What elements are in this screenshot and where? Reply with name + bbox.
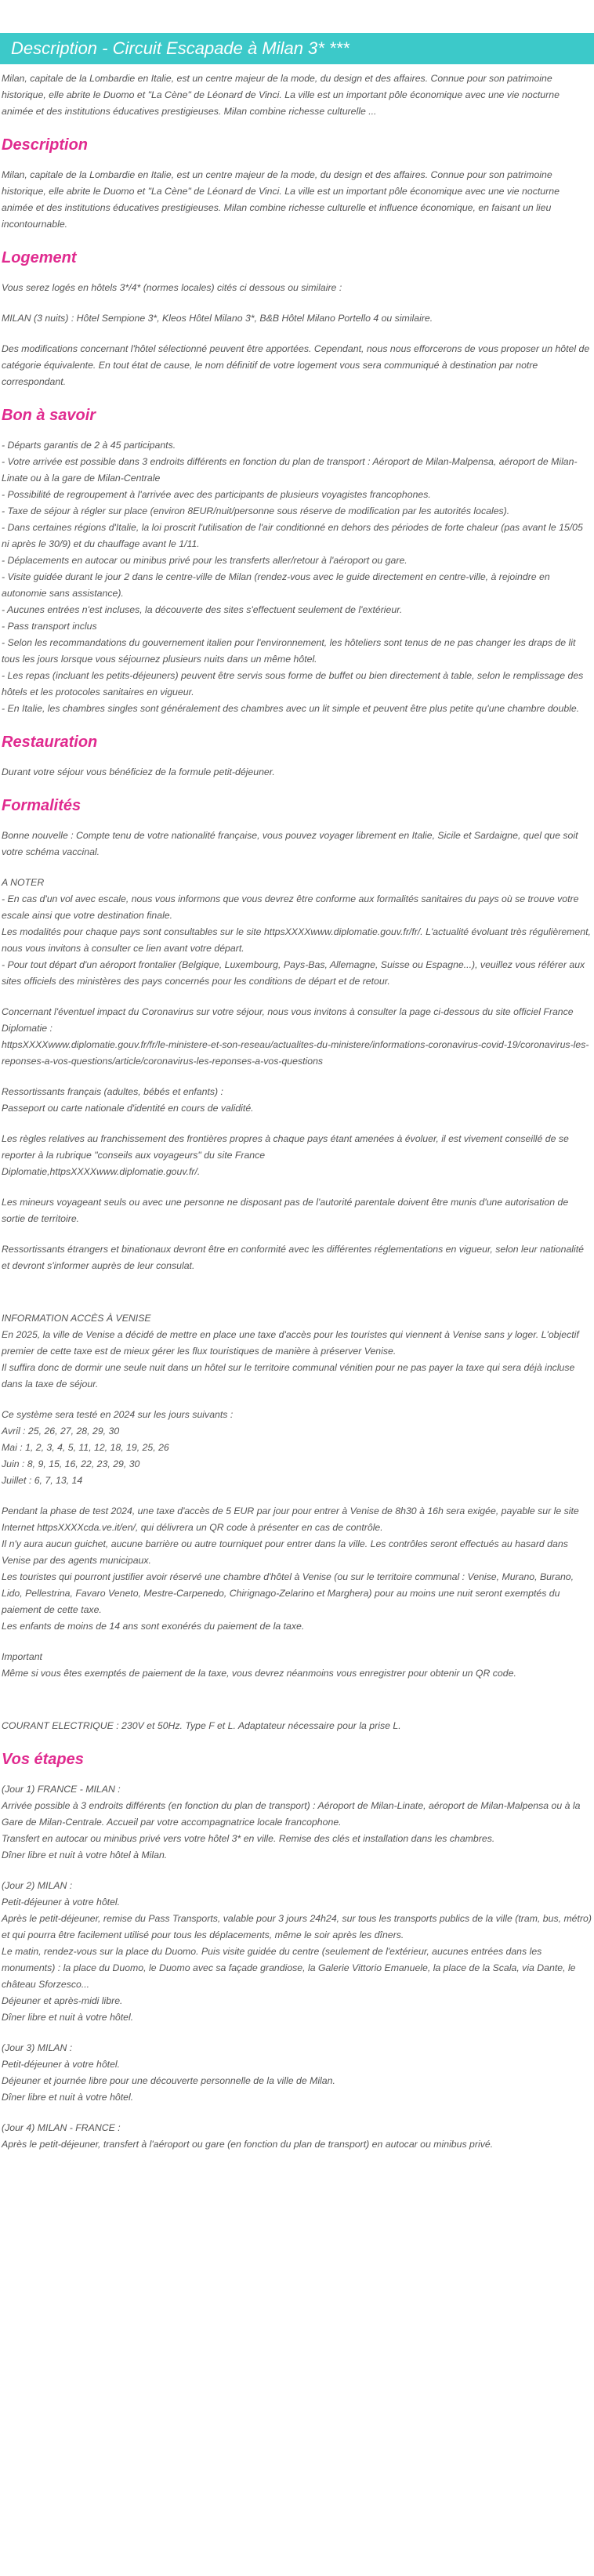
section-description: [2, 136, 592, 233]
section-paragraph: Bonne nouvelle : Compte tenu de votre nationalité française, vous pouvez voyager librement en Italie, Sicile et Sardaigne, quel que soit votre schéma vaccinal.: [2, 830, 578, 857]
section-heading: Restauration: [2, 734, 98, 751]
section-heading: Bon à savoir: [2, 407, 96, 424]
content: [0, 64, 594, 2153]
section-paragraph: COURANT ELECTRIQUE : 230V et 50Hz. Type F et L. Adaptateur nécessaire pour la prise L.: [2, 1720, 401, 1731]
section-paragraph: Important Même si vous êtes exemptés de paiement de la taxe, vous devrez néanmoins vous enregistrer pour obtenir un QR code.: [2, 1651, 516, 1679]
section-bon-savoir: [2, 406, 592, 717]
section-paragraph: INFORMATION ACCÈS À VENISE En 2025, la ville de Venise a décidé de mettre en place une taxe d'accès pour les touristes qui viennent à Venise sans y loger. L'objectif premier de cette taxe est de mieux gérer les flux touristiques de manière à préserver Venise. Il suffira donc de dormir une seule nuit dans un hôtel sur le territoire communal vénitien pour ne pas payer la taxe qui sera déjà incluse dans la taxe de séjour.: [2, 1313, 579, 1389]
section-formalit-s: [2, 796, 592, 1734]
section-paragraph: Ressortissants français (adultes, bébés et enfants) : Passeport ou carte nationale d'identité en cours de validité.: [2, 1086, 254, 1114]
section-paragraph: (Jour 3) MILAN : Petit-déjeuner à votre hôtel. Déjeuner et journée libre pour une découverte personnelle de la ville de Milan. Dîner libre et nuit à votre hôtel.: [2, 2042, 335, 2103]
section-paragraph: A NOTER - En cas d'un vol avec escale, nous vous informons que vous devrez être conforme aux formalités sanitaires du pays où se trouve votre escale ainsi que votre destination finale. Les modalités pour chaque pays sont consultables sur le site httpsXXXXwww.diplomatie.gouv.fr/fr/. L'actualité évoluant très régulièrement, nous vous invitons à consulter ce lien avant votre départ. - Pour tout départ d'un aéroport frontalier (Belgique, Luxembourg, Pays-Bas, Allemagne, Suisse ou Espagne...), veuillez vous référer aux sites officiels des ministères des pays concernés pour les conditions de départ et de retour.: [2, 877, 591, 987]
section-paragraph: - Départs garantis de 2 à 45 participants. - Votre arrivée est possible dans 3 endroits différents en fonction du plan de transport : Aéroport de Milan-Malpensa, aéroport de Milan-Linate ou à la gare de Milan-Centrale - Possibilité de regroupement à l'arrivée avec des participants de plusieurs voyagistes francophones. - Taxe de séjour à régler sur place (environ 8EUR/nuit/personne sous réserve de modification par les autorités locales). - Dans certaines régions d'Italie, la loi proscrit l'utilisation de l'air conditionné en dehors des périodes de forte chaleur (pas avant le 15/05 ni après le 30/9) et du chauffage avant le 1/11. - Déplacements en autocar ou minibus privé pour les transferts aller/retour à l'aéroport ou gare. - Visite guidée durant le jour 2 dans le centre-ville de Milan (rendez-vous avec le guide directement en centre-ville, à rejoindre en autonomie sans assistance). - Aucunes entrées n'est incluses, la découverte des sites s'effectuent seulement de l'extérieur. - Pass transport inclus - Selon les recommandations du gouvernement italien pour l'environnement, les hôteliers sont tenus de ne pas changer les draps de lit tous les jours lorsque vous séjournez plusieurs nuits dans un même hôtel. - Les repas (incluant les petits-déjeuners) peuvent être servis sous forme de buffet ou bien directement à table, selon le remplissage des hôtels et les protocoles sanitaires en vigueur. - En Italie, les chambres singles sont généralement des chambres avec un lit simple et peuvent être plus petite qu'une chambre double.: [2, 440, 584, 714]
section-paragraph: Des modifications concernant l'hôtel sélectionné peuvent être apportées. Cependant, nous nous efforcerons de vous proposer un hôtel de catégorie équivalente. En tout état de cause, le nom définitif de votre logement vous sera communiqué à destination par notre correspondant.: [2, 343, 590, 387]
section-paragraph: Les règles relatives au franchissement des frontières propres à chaque pays étant amenées à évoluer, il est vivement conseillé de se reporter à la rubrique "conseils aux voyageurs" du site France Diplomatie,httpsXXXXwww.diplomatie.gouv.fr/.: [2, 1133, 569, 1177]
section-paragraph: Durant votre séjour vous bénéficiez de la formule petit-déjeuner.: [2, 766, 275, 777]
section-paragraph: Les mineurs voyageant seuls ou avec une personne ne disposant pas de l'autorité parentale doivent être munis d'une autorisation de sortie de territoire.: [2, 1197, 569, 1224]
section-paragraph: Vous serez logés en hôtels 3*/4* (normes locales) cités ci dessous ou similaire :: [2, 282, 342, 293]
sections: [2, 136, 592, 2153]
section-heading: Vos étapes: [2, 1751, 84, 1768]
section-heading: Formalités: [2, 797, 81, 814]
section-paragraph: (Jour 1) FRANCE - MILAN : Arrivée possible à 3 endroits différents (en fonction du plan de transport) : Aéroport de Milan-Linate, aéroport de Milan-Malpensa ou à la Gare de Milan-Centrale. Accueil par votre accompagnatrice locale francophone. Transfert en autocar ou minibus privé vers votre hôtel 3* en ville. Remise des clés et installation dans les chambres. Dîner libre et nuit à votre hôtel à Milan.: [2, 1784, 581, 1860]
section-paragraph: Pendant la phase de test 2024, une taxe d'accès de 5 EUR par jour pour entrer à Venise de 8h30 à 16h sera exigée, payable sur le site Internet httpsXXXXcda.ve.it/en/, qui délivrera un QR code à présenter en cas de contrôle. Il n'y aura aucun guichet, aucune barrière ou autre tourniquet pour entrer dans la ville. Les contrôles seront effectués au hasard dans Venise par des agents municipaux. Les touristes qui pourront justifier avoir réservé une chambre d'hôtel à Venise (ou sur le territoire communal : Venise, Murano, Burano, Lido, Pellestrina, Favaro Veneto, Mestre-Carpenedo, Chirignago-Zelarino et Marghera) pour au moins une nuit seront exemptés du paiement de cette taxe. Les enfants de moins de 14 ans sont exonérés du paiement de la taxe.: [2, 1505, 579, 1632]
section-paragraph: [2, 1288, 592, 1296]
page-title: Description - Circuit Escapade à Milan 3* ***: [0, 33, 594, 64]
section-paragraph: (Jour 2) MILAN : Petit-déjeuner à votre hôtel. Après le petit-déjeuner, remise du Pass Transports, valable pour 3 jours 24h24, sur tous les transports publics de la ville (tram, bus, métro) et qui pourra être facilement utilisé pour tous les déplacements, même le soir après les dîners. Le matin, rendez-vous sur la place du Duomo. Puis visite guidée du centre (seulement de l'extérieur, aucunes entrées dans les monuments) : la place du Duomo, le Duomo avec sa façade grandiose, la Galerie Vittorio Emanuele, la place de la Scala, via Dante, le château Sforzesco... Déjeuner et après-midi libre. Dîner libre et nuit à votre hôtel.: [2, 1880, 592, 2023]
section-heading: Logement: [2, 249, 77, 266]
section-restauration: [2, 733, 592, 781]
section-heading: Description: [2, 136, 89, 154]
intro-text: Milan, capitale de la Lombardie en Italie, est un centre majeur de la mode, du design et des affaires. Connue pour son patrimoine historique, elle abrite le Duomo et "La Cène" de Léonard de Vinci. La ville est un important pôle économique avec une vie nocturne animée et des institutions éducatives prestigieuses. Milan combine richesse culturelle ...: [2, 73, 560, 117]
section-paragraph: Concernant l'éventuel impact du Coronavirus sur votre séjour, nous vous invitons à consulter la page ci-dessous du site officiel France Diplomatie : httpsXXXXwww.diplomatie.gouv.fr/fr/le-ministere-et-son-reseau/actualites-du-ministere/informations-coronavirus-covid-19/coronavirus-les-reponses-a-vos-questions/article/coronavirus-les-reponses-a-vos-questions: [2, 1006, 589, 1067]
section-logement: [2, 248, 592, 390]
section-paragraph: [2, 1696, 592, 1704]
section-paragraph: MILAN (3 nuits) : Hôtel Sempione 3*, Kleos Hôtel Milano 3*, B&B Hôtel Milano Portello 4 ou similaire.: [2, 313, 433, 324]
section-paragraph: (Jour 4) MILAN - FRANCE : Après le petit-déjeuner, transfert à l'aéroport ou gare (en fonction du plan de transport) en autocar ou minibus privé.: [2, 2122, 494, 2150]
section-paragraph: Ce système sera testé en 2024 sur les jours suivants : Avril : 25, 26, 27, 28, 29, 30 Mai : 1, 2, 3, 4, 5, 11, 12, 18, 19, 25, 26 Juin : 8, 9, 15, 16, 22, 23, 29, 30 Juillet : 6, 7, 13, 14: [2, 1409, 234, 1486]
section-paragraph: Milan, capitale de la Lombardie en Italie, est un centre majeur de la mode, du design et des affaires. Connue pour son patrimoine historique, elle abrite le Duomo et "La Cène" de Léonard de Vinci. La ville est un important pôle économique avec une vie nocturne animée et des institutions éducatives prestigieuses. Milan combine richesse culturelle et influence économique, en faisant un lieu incontournable.: [2, 169, 560, 230]
section-vos-tapes: [2, 1750, 592, 2153]
section-paragraph: Ressortissants étrangers et binationaux devront être en conformité avec les différentes réglementations en vigueur, selon leur nationalité et devront s'informer auprès de leur consulat.: [2, 1244, 585, 1271]
